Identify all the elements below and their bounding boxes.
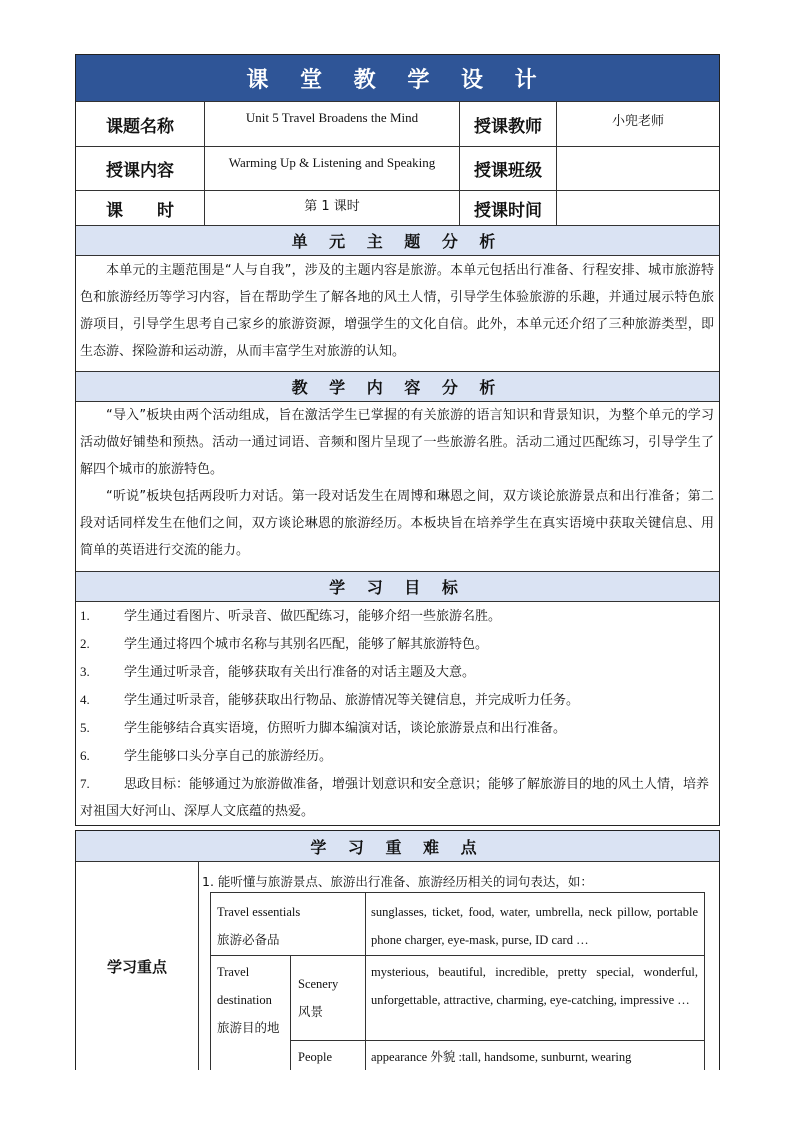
content-label: 授课内容 xyxy=(106,161,174,181)
objective-item: 1. 学生通过看图片、听录音、做匹配练习，能够介绍一些旅游名胜。 xyxy=(80,608,502,624)
key-points-heading: 学 习 重 难 点 xyxy=(76,831,719,862)
scenery-label: Scenery 风景 xyxy=(298,977,339,1019)
content-analysis-body xyxy=(80,402,714,564)
class-value xyxy=(557,147,719,190)
people-label: People xyxy=(298,1050,333,1064)
teacher-value: 小兜老师 xyxy=(611,114,664,129)
essentials-label: Travel essentials 旅游必备品 xyxy=(217,905,301,947)
teacher-label: 授课教师 xyxy=(474,116,542,137)
time-label: 授课时间 xyxy=(474,200,542,221)
divider xyxy=(290,955,291,1070)
objective-item: 3. 学生通过听录音，能够获取有关出行准备的对话主题及大意。 xyxy=(80,664,476,680)
objectives-list xyxy=(80,602,714,825)
topic-label: 课题名称 xyxy=(106,116,174,137)
period-value: 第 1 课时 xyxy=(304,199,360,214)
unit-analysis-heading: 单 元 主 题 分 析 xyxy=(76,226,719,256)
time-value xyxy=(557,191,719,225)
content-analysis-para-2: “听说”板块包括两段听力对话。第一段对话发生在周博和琳恩之间，双方谈论旅游景点和出行准备；第二段对话同样发生在他们之间，双方谈论琳恩的旅游经历。本板块旨在培养学生在真实语境中获取关键信息、用简单的英语进行交流的能力。 xyxy=(80,489,714,558)
divider xyxy=(198,862,199,1070)
period-label: 课 时 xyxy=(106,200,174,221)
objectives-heading: 学 习 目 标 xyxy=(76,572,719,602)
unit-analysis-body xyxy=(80,257,714,365)
destination-label: Travel destination 旅游目的地 xyxy=(217,965,280,1035)
objective-item: 4. 学生通过听录音，能够获取出行物品、旅游情况等关键信息，并完成听力任务。 xyxy=(80,692,580,708)
content-analysis-para-1: “导入”板块由两个活动组成，旨在激活学生已掌握的有关旅游的语言知识和背景知识，为整个单元的学习活动做好铺垫和预热。活动一通过词语、音频和图片呈现了一些旅游名胜。活动二通过匹配练习，引导学生了解四个城市的旅游特色。 xyxy=(80,408,714,477)
scenery-words: mysterious, beautiful, incredible, pretty special, wonderful, unforgettable, attractive, charming, eye-catching, impressive … xyxy=(371,965,698,1007)
objective-item: 2. 学生通过将四个城市名称与其别名匹配，能够了解其旅游特色。 xyxy=(80,636,489,652)
class-label: 授课班级 xyxy=(474,161,542,181)
page-title: 课 堂 教 学 设 计 xyxy=(76,55,719,101)
key-points-side-label: 学习重点 xyxy=(106,957,167,976)
objective-item: 7. 思政目标：能够通过为旅游做准备，增强计划意识和安全意识；能够了解旅游目的地的风土人情，培养对祖国大好河山、深厚人文底蕴的热爱。 xyxy=(80,776,710,819)
key-points-intro: 1. 能听懂与旅游景点、旅游出行准备、旅游经历相关的词句表达，如： xyxy=(202,874,593,889)
people-words: appearance 外貌 :tall, handsome, sunburnt, wearing xyxy=(371,1050,632,1064)
divider xyxy=(210,955,705,956)
essentials-words: sunglasses, ticket, food, water, umbrella, neck pillow, portable phone charger, eye-mask, purse, ID card … xyxy=(371,905,698,947)
unit-analysis-text: 本单元的主题范围是“人与自我”，涉及的主题内容是旅游。本单元包括出行准备、行程安排、城市旅游特色和旅游经历等学习内容，旨在帮助学生了解各地的风土人情，引导学生体验旅游的乐趣，并通过展示特色旅游项目，引导学生思考自己家乡的旅游资源，增强学生的文化自信。此外，本单元还介绍了三种旅游类型，即生态游、探险游和运动游，从而丰富学生对旅游的认知。 xyxy=(80,263,714,359)
topic-value: Unit 5 Travel Broadens the Mind xyxy=(245,110,419,125)
content-value: Warming Up & Listening and Speaking xyxy=(228,155,436,170)
objective-item: 5. 学生能够结合真实语境，仿照听力脚本编演对话，谈论旅游景点和出行准备。 xyxy=(80,720,567,736)
objective-item: 6. 学生能够口头分享自己的旅游经历。 xyxy=(80,748,333,764)
divider xyxy=(290,1040,705,1041)
content-analysis-heading: 教 学 内 容 分 析 xyxy=(76,372,719,402)
divider xyxy=(365,892,366,1070)
